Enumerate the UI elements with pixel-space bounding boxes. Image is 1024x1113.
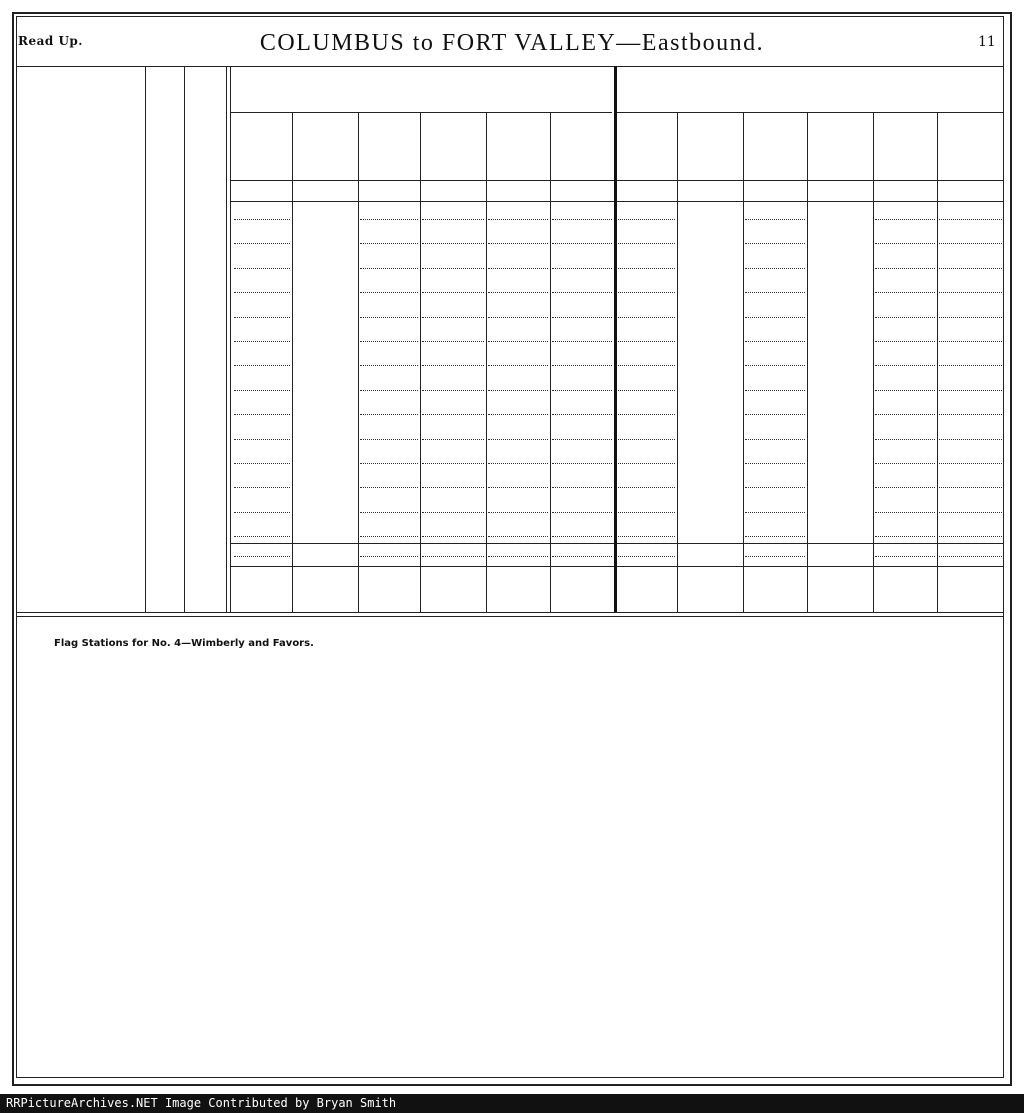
dotted-leader [745,487,805,488]
dotted-leader [422,292,484,293]
image-credit: RRPictureArchives.NET Image Contributed by Bryan Smith [0,1094,1024,1113]
dotted-leader [552,341,612,342]
dotted-leader [745,556,805,557]
dotted-leader [939,317,1002,318]
dotted-leader [488,536,548,537]
dotted-leader [939,556,1002,557]
dotted-leader [745,292,805,293]
dotted-leader [552,390,612,391]
mintime-divider-double [230,66,231,612]
dotted-leader [488,365,548,366]
dotted-leader [488,556,548,557]
dotted-leader [875,487,935,488]
dotted-leader [422,463,484,464]
column-divider [873,112,874,612]
dotted-leader [360,292,418,293]
dotted-leader [234,365,290,366]
dotted-leader [360,390,418,391]
dotted-leader [552,317,612,318]
dotted-leader [422,390,484,391]
dotted-leader [488,243,548,244]
dotted-leader [234,414,290,415]
dotted-leader [939,268,1002,269]
dotted-leader [745,317,805,318]
dotted-leader [939,365,1002,366]
dotted-leader [360,556,418,557]
page-title: COLUMBUS to FORT VALLEY—Eastbound. [259,30,765,56]
dotted-leader [360,414,418,415]
dotted-leader [422,536,484,537]
first-class-subrule [230,112,612,113]
dotted-leader [488,219,548,220]
column-divider [486,112,487,612]
dotted-leader [745,439,805,440]
dotted-leader [875,556,935,557]
dotted-leader [618,365,675,366]
dotted-leader [422,268,484,269]
dotted-leader [745,390,805,391]
dotted-leader [234,487,290,488]
dotted-leader [360,365,418,366]
read-up-label: Read Up. [18,34,83,48]
dotted-leader [875,414,935,415]
dotted-leader [552,463,612,464]
dotted-leader [234,536,290,537]
dotted-leader [422,556,484,557]
dotted-leader [234,341,290,342]
dotted-leader [552,414,612,415]
table-bottom-rule [17,612,1004,613]
dotted-leader [234,243,290,244]
dotted-leader [875,317,935,318]
dotted-leader [488,439,548,440]
dotted-leader [234,292,290,293]
dotted-leader [745,341,805,342]
dotted-leader [618,556,675,557]
dotted-leader [360,512,418,513]
dotted-leader [360,268,418,269]
dotted-leader [618,512,675,513]
dotted-leader [875,365,935,366]
dotted-leader [234,556,290,557]
bottom-ampm-rule [230,543,1004,544]
dotted-leader [875,243,935,244]
dotted-leader [875,512,935,513]
dotted-leader [422,317,484,318]
dotted-leader [875,268,935,269]
dotted-leader [939,512,1002,513]
dotted-leader [618,341,675,342]
train-header-rule [230,180,1004,181]
flag-stations-note: Flag Stations for No. 4—Wimberly and Favors. [54,638,314,649]
dotted-leader [552,292,612,293]
column-divider [420,112,421,612]
dotted-leader [939,536,1002,537]
dotted-leader [939,341,1002,342]
dotted-leader [745,268,805,269]
dotted-leader [552,268,612,269]
dotted-leader [234,390,290,391]
dotted-leader [552,439,612,440]
dotted-leader [552,243,612,244]
dotted-leader [552,556,612,557]
dotted-leader [234,268,290,269]
dotted-leader [422,439,484,440]
stations-divider [145,66,146,612]
dotted-leader [618,414,675,415]
dotted-leader [939,414,1002,415]
dotted-leader [745,365,805,366]
dotted-leader [875,341,935,342]
dotted-leader [360,341,418,342]
dotted-leader [360,243,418,244]
dotted-leader [939,219,1002,220]
dotted-leader [618,439,675,440]
dotted-leader [422,487,484,488]
dotted-leader [745,463,805,464]
table-bottom-rule-double [17,616,1004,617]
dotted-leader [618,317,675,318]
dotted-leader [488,463,548,464]
dotted-leader [618,268,675,269]
dotted-leader [488,292,548,293]
dotted-leader [745,414,805,415]
column-divider [743,112,744,612]
dotted-leader [618,463,675,464]
dotted-leader [234,463,290,464]
dotted-leader [875,390,935,391]
dotted-leader [360,463,418,464]
dotted-leader [360,219,418,220]
column-divider [358,112,359,612]
dotted-leader [360,487,418,488]
dotted-leader [618,219,675,220]
dotted-leader [488,487,548,488]
dotted-leader [422,365,484,366]
dotted-leader [939,463,1002,464]
dotted-leader [875,536,935,537]
dotted-leader [422,243,484,244]
second-class-subrule [616,112,1004,113]
dotted-leader [745,219,805,220]
dotted-leader [488,390,548,391]
dotted-leader [939,292,1002,293]
class-divider [614,66,617,612]
dotted-leader [488,268,548,269]
dotted-leader [552,219,612,220]
dotted-leader [422,219,484,220]
dotted-leader [234,219,290,220]
column-divider [292,112,293,612]
dotted-leader [488,341,548,342]
dotted-leader [875,463,935,464]
dotted-leader [875,439,935,440]
dotted-leader [939,439,1002,440]
dotted-leader [234,512,290,513]
dotted-leader [422,341,484,342]
dotted-leader [360,317,418,318]
page-number: 11 [978,34,996,50]
column-divider [550,112,551,612]
dotted-leader [552,487,612,488]
header-rule [17,66,1004,67]
dotted-leader [488,512,548,513]
dotted-leader [745,536,805,537]
dotted-leader [488,317,548,318]
dotted-leader [618,292,675,293]
dotted-leader [875,292,935,293]
dotted-leader [745,512,805,513]
dotted-leader [618,390,675,391]
dotted-leader [939,243,1002,244]
dotted-leader [875,219,935,220]
dotted-leader [618,243,675,244]
ampm-rule [230,201,1004,202]
dotted-leader [234,317,290,318]
dotted-leader [488,414,548,415]
dotted-leader [552,512,612,513]
nos-divider [184,66,185,612]
dotted-leader [552,536,612,537]
dotted-leader [618,487,675,488]
dotted-leader [939,390,1002,391]
column-divider [937,112,938,612]
dotted-leader [422,512,484,513]
dotted-leader [360,536,418,537]
column-divider [807,112,808,612]
dotted-leader [939,487,1002,488]
dotted-leader [618,536,675,537]
dotted-leader [552,365,612,366]
timetable-inner-border [16,16,1004,1078]
column-divider [677,112,678,612]
dotted-leader [234,439,290,440]
dotted-leader [360,439,418,440]
dotted-leader [745,243,805,244]
footer-ampm-rule [230,566,1004,567]
mintime-divider [226,66,227,612]
dotted-leader [422,414,484,415]
